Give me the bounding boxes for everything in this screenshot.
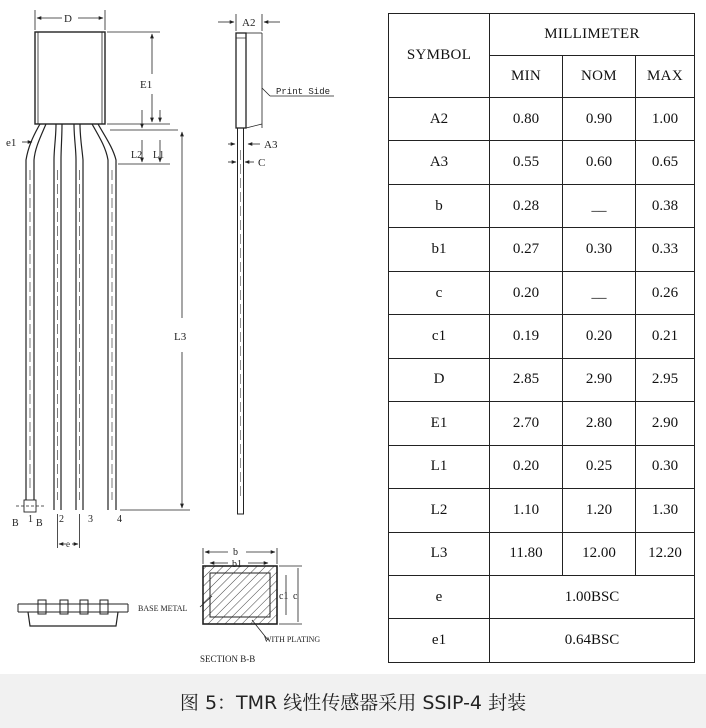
label-l1: L1 (153, 150, 165, 161)
label-e1: E1 (140, 79, 153, 91)
label-c-side: C (258, 157, 266, 169)
label-base-metal: BASE METAL (138, 604, 188, 613)
min-cell: 2.70 (490, 402, 563, 445)
table-row (389, 271, 695, 314)
table-row (389, 619, 695, 663)
min-cell: 2.85 (490, 358, 563, 401)
symbol-cell: c (389, 271, 490, 314)
max-cell: 2.90 (636, 402, 695, 445)
label-a3: A3 (264, 139, 278, 151)
label-c1-section: c1 (279, 591, 289, 602)
label-pin-2: 2 (59, 514, 64, 525)
nom-cell: 12.00 (563, 532, 636, 575)
label-e1-lead: e1 (6, 137, 17, 149)
nom-cell: 0.90 (563, 98, 636, 141)
min-cell: 0.27 (490, 228, 563, 271)
table-row (389, 228, 695, 271)
symbol-cell: A3 (389, 141, 490, 184)
symbol-cell: A2 (389, 98, 490, 141)
max-cell: 0.33 (636, 228, 695, 271)
nom-cell: 0.30 (563, 228, 636, 271)
label-print-side: Print Side (276, 87, 331, 97)
label-l2: L2 (131, 150, 143, 161)
min-header: MIN (490, 56, 563, 98)
min-cell: 0.80 (490, 98, 563, 141)
symbol-cell: L2 (389, 489, 490, 532)
max-cell: 1.00 (636, 98, 695, 141)
min-cell: 0.20 (490, 271, 563, 314)
table-row (389, 532, 695, 575)
max-header: MAX (636, 56, 695, 98)
min-cell: 0.20 (490, 445, 563, 488)
label-pin-3: 3 (88, 514, 93, 525)
nom-cell: 2.90 (563, 358, 636, 401)
min-cell: 11.80 (490, 532, 563, 575)
table-row (389, 98, 695, 141)
max-cell: 1.30 (636, 489, 695, 532)
symbol-cell: L3 (389, 532, 490, 575)
nom-cell: __ (563, 184, 636, 227)
label-b-left: B (12, 518, 19, 529)
label-pin-4: 4 (117, 514, 122, 525)
label-b-right: B (36, 518, 43, 529)
symbol-cell: L1 (389, 445, 490, 488)
symbol-cell: e1 (389, 619, 490, 663)
symbol-cell: b (389, 184, 490, 227)
nom-cell: 2.80 (563, 402, 636, 445)
millimeter-header: MILLIMETER (490, 14, 695, 56)
table-row (389, 489, 695, 532)
bottom-view (18, 600, 128, 626)
label-b1-section: b1 (232, 559, 242, 570)
label-b-section: b (233, 547, 238, 558)
bsc-value-cell: 1.00BSC (490, 575, 695, 618)
table-row (389, 402, 695, 445)
symbol-cell: E1 (389, 402, 490, 445)
min-cell: 1.10 (490, 489, 563, 532)
nom-header: NOM (563, 56, 636, 98)
label-a2: A2 (242, 17, 256, 29)
max-cell: 2.95 (636, 358, 695, 401)
nom-cell: 0.60 (563, 141, 636, 184)
figure-caption: 图 5：TMR 线性传感器采用 SSIP-4 封装 (179, 691, 527, 714)
max-cell: 0.21 (636, 315, 695, 358)
label-c-section: c (293, 591, 298, 602)
table-row (389, 358, 695, 401)
table-row (389, 315, 695, 358)
max-cell: 0.26 (636, 271, 695, 314)
nom-cell: 1.20 (563, 489, 636, 532)
symbol-cell: D (389, 358, 490, 401)
package-drawing (0, 0, 380, 674)
min-cell: 0.55 (490, 141, 563, 184)
label-d: D (64, 13, 72, 25)
front-view (16, 10, 190, 548)
max-cell: 12.20 (636, 532, 695, 575)
symbol-cell: e (389, 575, 490, 618)
symbol-header: SYMBOL (389, 14, 490, 98)
table-row (389, 184, 695, 227)
nom-cell: 0.20 (563, 315, 636, 358)
bsc-value-cell: 0.64BSC (490, 619, 695, 663)
max-cell: 0.65 (636, 141, 695, 184)
table-row (389, 575, 695, 618)
table-row (389, 141, 695, 184)
label-e: e (66, 539, 70, 549)
symbol-cell: c1 (389, 315, 490, 358)
max-cell: 0.30 (636, 445, 695, 488)
symbol-cell: b1 (389, 228, 490, 271)
dimension-table (388, 13, 695, 663)
nom-cell: 0.25 (563, 445, 636, 488)
label-l3: L3 (174, 331, 187, 343)
label-section-b-b: SECTION B-B (200, 654, 256, 664)
nom-cell: __ (563, 271, 636, 314)
max-cell: 0.38 (636, 184, 695, 227)
min-cell: 0.28 (490, 184, 563, 227)
label-with-plating: WITH PLATING (264, 635, 321, 644)
min-cell: 0.19 (490, 315, 563, 358)
label-pin-1: 1 (28, 514, 33, 525)
table-row (389, 445, 695, 488)
